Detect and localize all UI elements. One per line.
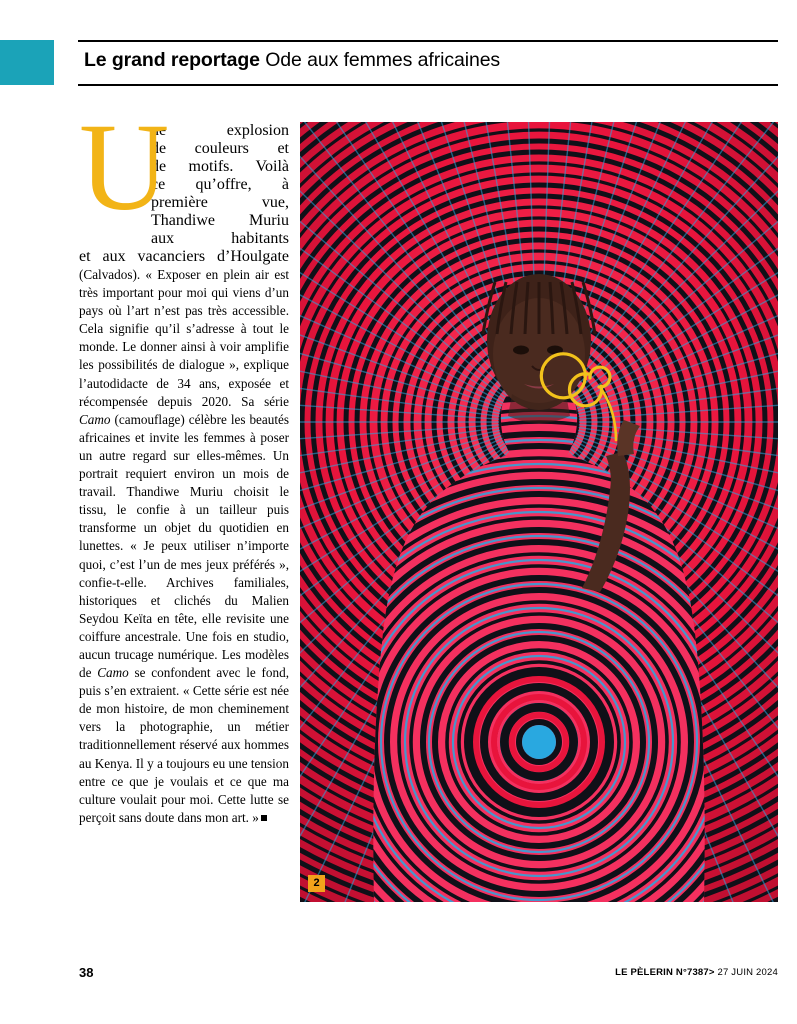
intro-line: de motifs. Voilà [151, 158, 289, 175]
eye-left [513, 346, 529, 355]
photo-credit-number: 2 [308, 875, 325, 892]
end-mark [261, 815, 267, 821]
header-rule-top [78, 40, 778, 42]
header-color-tab [0, 40, 54, 85]
photo-illustration [300, 122, 778, 902]
article-body [79, 266, 289, 827]
footer-publication-info [615, 967, 778, 978]
article-column [79, 99, 289, 827]
header-rubric: Le grand reportage [84, 49, 260, 71]
header-rule-bottom [78, 84, 778, 86]
intro-line: et aux vacanciers d’Houlgate [79, 248, 289, 265]
footer-publication: LE PÈLERIN [615, 967, 674, 978]
drop-cap: U [79, 99, 170, 237]
intro-line: Thandiwe Muriu [151, 212, 289, 229]
header-subject: Ode aux femmes africaines [265, 49, 501, 71]
page-header [0, 40, 797, 85]
camo-italic: Camo [79, 411, 111, 427]
intro-line: ne explosion [151, 122, 289, 139]
body-part-1: (Calvados). « Exposer en plein air est très important pour moi qui viens d’un pays où l’art n’est pas très accessible. Cela signifie qu’il s’adresse à tout le monde. Le donner ainsi à voir amplifie les possibilités de dialogue », explique l’autodidacte de 34 ans, exposée et récompensée depuis 2020. Sa série [79, 267, 289, 409]
footer-issue: N°7387> [675, 967, 715, 978]
intro-block [79, 99, 289, 266]
intro-line: ce qu’offre, à [151, 176, 289, 193]
camo-italic: Camo [97, 665, 129, 681]
body-part-3: se confondent avec le fond, puis s’en extraient. « Cette série est née de mon histoire, de mon cheminement vers la photographie, un métier traditionnellement réservé aux hommes au Kenya. Il y a toujours eu une tension entre ce que je voulais et ce que ma culture voulait pour moi. Cette lutte se perçoit sans doute dans mon art. » [79, 665, 289, 825]
page-number: 38 [79, 965, 94, 980]
article-photo [300, 122, 778, 902]
intro-line: de couleurs et [151, 140, 289, 157]
body-part-2: (camouflage) célèbre les beautés africaines et invite les femmes à poser un autre regard sur elles-mêmes. Un portrait requiert environ un mois de travail. Thandiwe Muriu choisit le tissu, le confie à un tailleur puis transforme un objet du quotidien en lunettes. « Je peux utiliser n’importe quoi, c’est l’un de mes jeux préférés », confie-t-elle. Archives familiales, historiques et clichés du Malien Seydou Keïta en tête, elle revisite une coiffure ancestrale. Une fois en studio, aucun trucage numérique. Les modèles de [79, 411, 289, 681]
footer-date: 27 JUIN 2024 [717, 967, 778, 978]
intro-line: aux habitants [151, 230, 289, 247]
intro-line: première vue, [151, 194, 289, 211]
page-title [84, 49, 500, 72]
